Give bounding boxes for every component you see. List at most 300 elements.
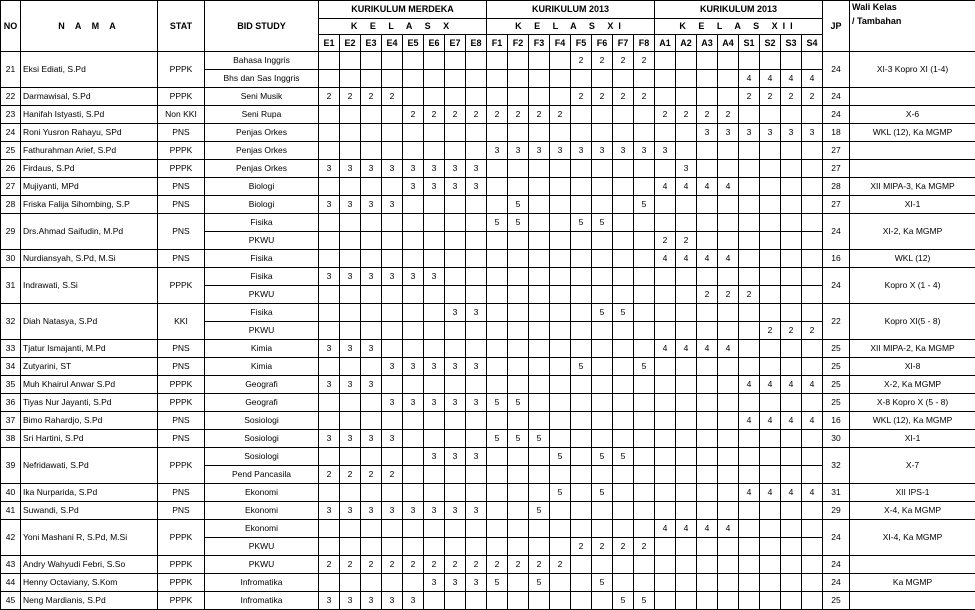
teacher-row <box>1 106 975 124</box>
hours-cell <box>550 178 571 196</box>
hours-cell <box>697 556 718 574</box>
hours-cell <box>487 304 508 322</box>
teacher-name: Nefridawati, S.Pd <box>21 448 158 484</box>
teacher-jp: 22 <box>823 304 850 340</box>
hours-cell: 2 <box>445 106 466 124</box>
hours-cell: 2 <box>445 556 466 574</box>
hours-cell <box>382 178 403 196</box>
teacher-name: Sri Hartini, S.Pd <box>21 430 158 448</box>
class-code-a3: A3 <box>697 35 718 52</box>
hours-cell: 2 <box>676 232 697 250</box>
class-code-s4: S4 <box>802 35 823 52</box>
hours-cell <box>550 520 571 538</box>
hours-cell <box>571 250 592 268</box>
hours-cell <box>718 484 739 502</box>
hours-cell: 5 <box>592 574 613 592</box>
class-code-s3: S3 <box>781 35 802 52</box>
hours-cell <box>592 196 613 214</box>
teacher-name: Drs.Ahmad Saifudin, M.Pd <box>21 214 158 250</box>
hours-cell <box>781 466 802 484</box>
teacher-no: 33 <box>1 340 21 358</box>
hours-cell <box>340 250 361 268</box>
hours-cell <box>529 250 550 268</box>
hours-cell <box>718 196 739 214</box>
hours-cell <box>424 430 445 448</box>
hours-cell <box>529 52 550 70</box>
hours-cell <box>802 268 823 286</box>
hours-cell <box>634 430 655 448</box>
subject-name: Infromatika <box>205 574 319 592</box>
hours-cell <box>760 196 781 214</box>
hours-cell <box>340 124 361 142</box>
teacher-row <box>1 556 975 574</box>
teacher-no: 36 <box>1 394 21 412</box>
hours-cell <box>550 340 571 358</box>
hours-cell <box>550 286 571 304</box>
subject-name: Penjas Orkes <box>205 142 319 160</box>
header-nama: N A M A <box>21 1 158 52</box>
hours-cell: 4 <box>697 250 718 268</box>
hours-cell <box>340 448 361 466</box>
teacher-name: Mujiyanti, MPd <box>21 178 158 196</box>
teacher-status: PNS <box>158 340 205 358</box>
hours-cell <box>319 358 340 376</box>
hours-cell <box>571 376 592 394</box>
header-stat: STAT <box>158 1 205 52</box>
hours-cell <box>403 250 424 268</box>
hours-cell: 3 <box>319 160 340 178</box>
teacher-row <box>1 340 975 358</box>
subject-name: Sosiologi <box>205 448 319 466</box>
hours-cell: 2 <box>697 286 718 304</box>
hours-cell: 3 <box>739 124 760 142</box>
header-kelas-xi: K E L A S XI <box>487 19 655 35</box>
teacher-status: PNS <box>158 430 205 448</box>
hours-cell <box>487 340 508 358</box>
hours-cell: 4 <box>739 484 760 502</box>
hours-cell: 3 <box>340 592 361 610</box>
hours-cell <box>508 70 529 88</box>
subject-name: Pend Pancasila <box>205 466 319 484</box>
hours-cell: 2 <box>361 556 382 574</box>
class-code-f4: F4 <box>550 35 571 52</box>
hours-cell <box>781 502 802 520</box>
hours-cell: 4 <box>781 70 802 88</box>
hours-cell <box>550 268 571 286</box>
hours-cell <box>319 484 340 502</box>
hours-cell <box>613 322 634 340</box>
hours-cell: 4 <box>676 250 697 268</box>
hours-cell <box>529 592 550 610</box>
teacher-status: PNS <box>158 178 205 196</box>
hours-cell <box>613 214 634 232</box>
hours-cell <box>634 124 655 142</box>
hours-cell <box>634 412 655 430</box>
hours-cell <box>424 322 445 340</box>
hours-cell <box>697 412 718 430</box>
hours-cell: 2 <box>739 286 760 304</box>
hours-cell: 3 <box>445 448 466 466</box>
hours-cell <box>319 322 340 340</box>
hours-cell <box>445 250 466 268</box>
hours-cell: 4 <box>802 484 823 502</box>
teacher-row <box>1 412 975 430</box>
hours-cell: 5 <box>592 448 613 466</box>
teacher-name: Fathurahman Arief, S.Pd <box>21 142 158 160</box>
hours-cell: 2 <box>655 232 676 250</box>
hours-cell <box>718 502 739 520</box>
hours-cell <box>781 520 802 538</box>
hours-cell <box>529 376 550 394</box>
hours-cell <box>550 160 571 178</box>
hours-cell <box>739 520 760 538</box>
hours-cell <box>319 520 340 538</box>
hours-cell: 5 <box>634 358 655 376</box>
hours-cell <box>760 52 781 70</box>
hours-cell: 3 <box>445 160 466 178</box>
hours-cell <box>613 358 634 376</box>
hours-cell <box>781 448 802 466</box>
hours-cell <box>718 556 739 574</box>
hours-cell <box>697 196 718 214</box>
hours-cell <box>802 52 823 70</box>
hours-cell <box>676 484 697 502</box>
hours-cell <box>403 304 424 322</box>
hours-cell <box>571 178 592 196</box>
hours-cell <box>592 160 613 178</box>
hours-cell <box>508 160 529 178</box>
hours-cell: 3 <box>319 376 340 394</box>
class-code-f3: F3 <box>529 35 550 52</box>
teacher-row <box>1 394 975 412</box>
teacher-name: Ika Nurparida, S.Pd <box>21 484 158 502</box>
teacher-name: Suwandi, S.Pd <box>21 502 158 520</box>
hours-cell: 3 <box>382 160 403 178</box>
hours-cell: 2 <box>571 538 592 556</box>
hours-cell: 2 <box>718 106 739 124</box>
hours-cell: 3 <box>403 268 424 286</box>
teacher-wali-kelas: X-6 <box>850 106 975 124</box>
hours-cell: 2 <box>382 556 403 574</box>
teacher-wali-kelas: XII MIPA-2, Ka MGMP <box>850 340 975 358</box>
hours-cell <box>403 214 424 232</box>
hours-cell <box>361 304 382 322</box>
hours-cell <box>319 124 340 142</box>
hours-cell <box>760 502 781 520</box>
hours-cell <box>529 412 550 430</box>
teacher-wali-kelas: X-8 Kopro X (5 - 8) <box>850 394 975 412</box>
subject-name: Sosiologi <box>205 430 319 448</box>
hours-cell <box>487 322 508 340</box>
hours-cell <box>802 358 823 376</box>
hours-cell <box>382 484 403 502</box>
hours-cell <box>403 484 424 502</box>
hours-cell <box>424 412 445 430</box>
hours-cell <box>781 430 802 448</box>
subject-name: Fisika <box>205 304 319 322</box>
hours-cell <box>697 304 718 322</box>
hours-cell <box>445 538 466 556</box>
hours-cell <box>592 556 613 574</box>
hours-cell <box>466 268 487 286</box>
hours-cell: 4 <box>760 70 781 88</box>
hours-cell: 5 <box>508 196 529 214</box>
subject-name: Biologi <box>205 196 319 214</box>
hours-cell: 3 <box>445 574 466 592</box>
teacher-status: PNS <box>158 250 205 268</box>
hours-cell: 5 <box>613 448 634 466</box>
hours-cell <box>382 52 403 70</box>
hours-cell <box>592 376 613 394</box>
hours-cell <box>655 322 676 340</box>
teacher-no: 31 <box>1 268 21 304</box>
hours-cell: 3 <box>361 502 382 520</box>
teacher-wali-kelas: XI-1 <box>850 430 975 448</box>
hours-cell <box>571 484 592 502</box>
hours-cell: 3 <box>361 430 382 448</box>
teacher-no: 41 <box>1 502 21 520</box>
teacher-jp: 24 <box>823 268 850 304</box>
hours-cell <box>529 268 550 286</box>
hours-cell <box>613 286 634 304</box>
hours-cell: 5 <box>634 592 655 610</box>
hours-cell <box>634 394 655 412</box>
hours-cell <box>739 394 760 412</box>
hours-cell <box>424 466 445 484</box>
teacher-no: 29 <box>1 214 21 250</box>
hours-cell <box>361 322 382 340</box>
hours-cell <box>739 304 760 322</box>
hours-cell <box>340 214 361 232</box>
hours-cell <box>571 160 592 178</box>
hours-cell <box>634 160 655 178</box>
hours-cell: 2 <box>487 556 508 574</box>
hours-cell <box>613 124 634 142</box>
hours-cell <box>760 394 781 412</box>
teacher-no: 37 <box>1 412 21 430</box>
hours-cell <box>508 358 529 376</box>
class-code-a4: A4 <box>718 35 739 52</box>
hours-cell: 3 <box>487 142 508 160</box>
hours-cell <box>781 268 802 286</box>
hours-cell <box>655 286 676 304</box>
teacher-no: 24 <box>1 124 21 142</box>
header-kelas-x: K E L A S X <box>319 19 487 35</box>
hours-cell <box>319 52 340 70</box>
hours-cell <box>571 556 592 574</box>
hours-cell: 4 <box>697 340 718 358</box>
teacher-status: PPPK <box>158 160 205 178</box>
teacher-wali-kelas <box>850 142 975 160</box>
hours-cell: 3 <box>634 142 655 160</box>
hours-cell <box>592 520 613 538</box>
class-code-e2: E2 <box>340 35 361 52</box>
hours-cell <box>550 232 571 250</box>
hours-cell <box>613 178 634 196</box>
hours-cell <box>340 232 361 250</box>
hours-cell <box>760 214 781 232</box>
hours-cell <box>655 268 676 286</box>
hours-cell <box>655 556 676 574</box>
hours-cell <box>445 412 466 430</box>
hours-cell <box>655 358 676 376</box>
hours-cell <box>697 376 718 394</box>
hours-cell <box>592 250 613 268</box>
hours-cell: 2 <box>466 556 487 574</box>
hours-cell <box>508 412 529 430</box>
hours-cell <box>571 124 592 142</box>
class-code-e6: E6 <box>424 35 445 52</box>
subject-name: Ekonomi <box>205 520 319 538</box>
hours-cell <box>760 232 781 250</box>
hours-cell <box>466 592 487 610</box>
hours-cell <box>592 268 613 286</box>
hours-cell: 2 <box>760 88 781 106</box>
hours-cell <box>760 142 781 160</box>
hours-cell: 3 <box>382 394 403 412</box>
subject-name: Kimia <box>205 358 319 376</box>
teacher-row <box>1 124 975 142</box>
teacher-row <box>1 52 975 70</box>
hours-cell: 3 <box>445 502 466 520</box>
teacher-row <box>1 160 975 178</box>
hours-cell: 3 <box>403 178 424 196</box>
hours-cell: 3 <box>424 268 445 286</box>
hours-cell <box>655 160 676 178</box>
hours-cell <box>361 142 382 160</box>
teacher-wali-kelas: WKL (12), Ka MGMP <box>850 412 975 430</box>
hours-cell <box>361 448 382 466</box>
hours-cell <box>760 592 781 610</box>
teacher-status: PPPK <box>158 88 205 106</box>
teacher-name: Neng Mardianis, S.Pd <box>21 592 158 610</box>
hours-cell: 3 <box>382 358 403 376</box>
hours-cell <box>550 214 571 232</box>
hours-cell <box>361 232 382 250</box>
class-code-f6: F6 <box>592 35 613 52</box>
hours-cell: 5 <box>487 394 508 412</box>
hours-cell: 3 <box>424 160 445 178</box>
hours-cell <box>340 106 361 124</box>
hours-cell <box>319 70 340 88</box>
hours-cell <box>382 376 403 394</box>
hours-cell <box>718 376 739 394</box>
hours-cell <box>655 412 676 430</box>
teacher-status: PNS <box>158 484 205 502</box>
hours-cell <box>571 196 592 214</box>
hours-cell <box>781 196 802 214</box>
hours-cell <box>802 196 823 214</box>
hours-cell: 2 <box>319 88 340 106</box>
teacher-status: PPPK <box>158 574 205 592</box>
hours-cell: 2 <box>613 52 634 70</box>
header-jp: JP <box>823 1 850 52</box>
hours-cell <box>697 142 718 160</box>
hours-cell <box>634 556 655 574</box>
header-wali-line1: Wali Kelas <box>852 1 975 15</box>
hours-cell <box>676 430 697 448</box>
hours-cell: 5 <box>508 394 529 412</box>
teacher-jp: 24 <box>823 214 850 250</box>
hours-cell <box>403 538 424 556</box>
hours-cell <box>781 232 802 250</box>
teacher-wali-kelas <box>850 592 975 610</box>
hours-cell <box>466 70 487 88</box>
hours-cell <box>445 430 466 448</box>
class-code-e1: E1 <box>319 35 340 52</box>
hours-cell <box>739 502 760 520</box>
hours-cell <box>487 232 508 250</box>
hours-cell: 3 <box>382 430 403 448</box>
hours-cell: 3 <box>340 430 361 448</box>
hours-cell <box>466 142 487 160</box>
hours-cell <box>403 412 424 430</box>
hours-cell: 5 <box>529 430 550 448</box>
hours-cell <box>697 160 718 178</box>
hours-cell: 2 <box>781 322 802 340</box>
teacher-wali-kelas: XI-2, Ka MGMP <box>850 214 975 250</box>
hours-cell <box>550 88 571 106</box>
hours-cell: 2 <box>340 466 361 484</box>
hours-cell <box>802 466 823 484</box>
hours-cell <box>760 430 781 448</box>
class-code-e5: E5 <box>403 35 424 52</box>
hours-cell <box>781 178 802 196</box>
hours-cell: 3 <box>382 196 403 214</box>
hours-cell: 2 <box>676 106 697 124</box>
hours-cell: 3 <box>676 160 697 178</box>
hours-cell: 2 <box>592 538 613 556</box>
hours-cell <box>718 268 739 286</box>
hours-cell: 2 <box>361 466 382 484</box>
hours-cell <box>424 232 445 250</box>
teacher-name: Andry Wahyudi Febri, S.So <box>21 556 158 574</box>
teacher-wali-kelas: X-2, Ka MGMP <box>850 376 975 394</box>
teacher-no: 35 <box>1 376 21 394</box>
subject-name: Penjas Orkes <box>205 124 319 142</box>
hours-cell <box>718 430 739 448</box>
subject-name: Seni Musik <box>205 88 319 106</box>
class-code-a1: A1 <box>655 35 676 52</box>
hours-cell <box>508 466 529 484</box>
hours-cell <box>424 250 445 268</box>
hours-cell <box>802 592 823 610</box>
teacher-name: Hanifah Istyasti, S.Pd <box>21 106 158 124</box>
hours-cell <box>739 106 760 124</box>
hours-cell: 3 <box>424 178 445 196</box>
hours-cell <box>655 52 676 70</box>
teacher-row <box>1 268 975 286</box>
hours-cell <box>340 322 361 340</box>
teacher-no: 30 <box>1 250 21 268</box>
hours-cell: 3 <box>424 502 445 520</box>
hours-cell <box>445 214 466 232</box>
hours-cell <box>592 394 613 412</box>
hours-cell <box>340 286 361 304</box>
hours-cell <box>592 70 613 88</box>
hours-cell: 2 <box>592 52 613 70</box>
hours-cell <box>487 484 508 502</box>
hours-cell <box>697 52 718 70</box>
teacher-no: 38 <box>1 430 21 448</box>
hours-cell: 3 <box>424 394 445 412</box>
teacher-status: PPPK <box>158 448 205 484</box>
teacher-jp: 30 <box>823 430 850 448</box>
hours-cell <box>319 286 340 304</box>
hours-cell <box>739 340 760 358</box>
hours-cell <box>760 466 781 484</box>
hours-cell <box>760 106 781 124</box>
